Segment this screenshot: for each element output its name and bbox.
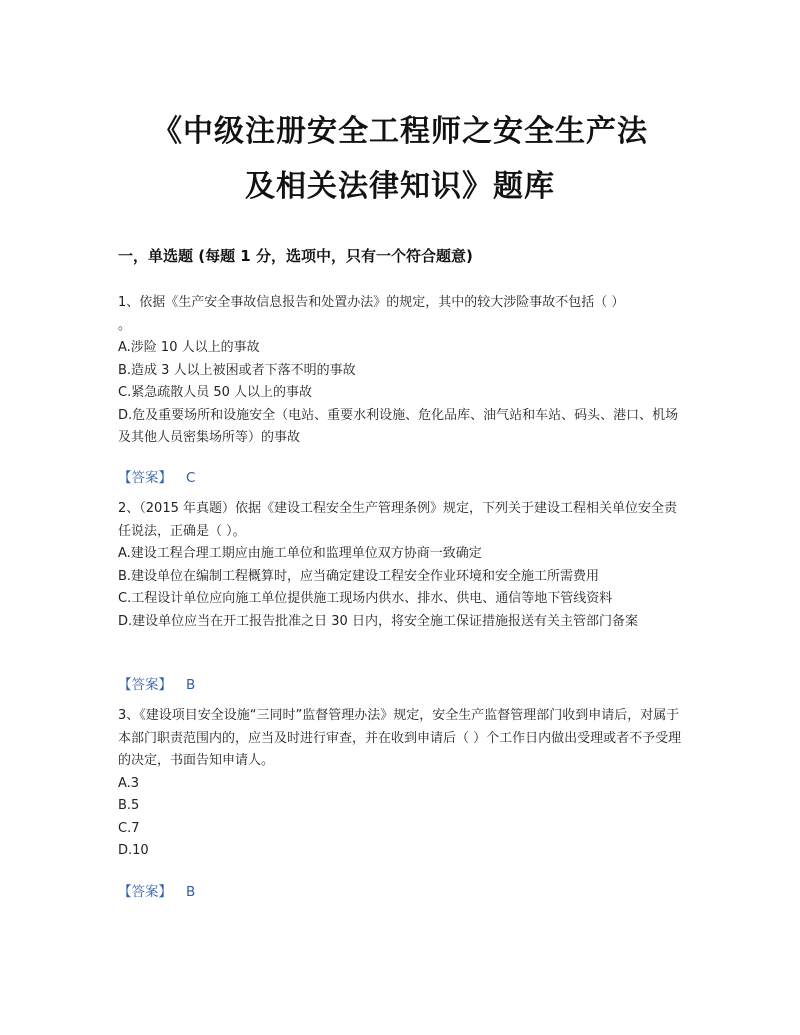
answer-value: B — [186, 884, 196, 900]
question-2-option-d: D.建设单位应当在开工报告批准之日 30 日内，将安全施工保证措施报送有关主管部门备案 — [118, 613, 638, 629]
question-1-option-a: A.涉险 10 人以上的事故 — [118, 340, 260, 355]
answer-value: B — [186, 677, 196, 693]
question-2-stem: 2、（2015 年真题）依据《建设工程安全生产管理条例》规定，下列关于建设工程相关单位安全责任说法，正确是（ ）。 — [118, 501, 677, 539]
question-2-option-b: B.建设单位在编制工程概算时，应当确定建设工程安全作业环境和安全施工所需费用 — [118, 568, 600, 584]
section-heading: 一，单选题 (每题 1 分，选项中，只有一个符合题意) — [118, 247, 473, 265]
question-3-option-d: D.10 — [118, 843, 149, 858]
question-2-option-a: A.建设工程合理工期应由施工单位和监理单位双方协商一致确定 — [118, 546, 482, 561]
answer-value: C — [186, 470, 196, 486]
answer-label: 【答案】 — [118, 470, 172, 486]
question-3-option-a: A.3 — [118, 775, 140, 791]
question-3-stem: 3、《建设项目安全设施“三同时”监督管理办法》规定，安全生产监督管理部门收到申请后，对属于本部门职责范围内的，应当及时进行审查，并在收到申请后（ ）个工作日内做出受理或者不予受理的决定，书面告知申请人。 — [118, 708, 682, 768]
answer-label: 【答案】 — [118, 884, 172, 900]
question-3 — [118, 705, 688, 863]
question-3-option-b: B.5 — [118, 798, 140, 813]
question-1-option-c: C.紧急疏散人员 50 人以上的事故 — [118, 385, 313, 400]
question-2-answer — [118, 673, 195, 693]
question-3-answer — [118, 880, 195, 900]
question-1-option-d: D.危及重要场所和设施安全（电站、重要水利设施、危化品库、油气站和车站、码头、港口、机场及其他人员密集场所等）的事故 — [118, 407, 679, 445]
title-line-2: 及相关法律知识》题库 — [245, 169, 555, 204]
question-1-stem: 1、依据《生产安全事故信息报告和处置办法》的规定，其中的较大涉险事故不包括（ ） — [118, 295, 625, 310]
question-1-stem-end: 。 — [118, 317, 132, 333]
question-3-option-c: C.7 — [118, 820, 140, 836]
question-2 — [118, 498, 688, 633]
title-line-1: 《中级注册安全工程师之安全生产法 — [152, 114, 648, 149]
question-1-answer — [118, 466, 195, 486]
question-1 — [118, 292, 688, 450]
document-title — [100, 104, 700, 214]
question-1-option-b: B.造成 3 人以上被困或者下落不明的事故 — [118, 362, 356, 378]
question-2-option-c: C.工程设计单位应向施工单位提供施工现场内供水、排水、供电、通信等地下管线资料 — [118, 591, 613, 606]
answer-label: 【答案】 — [118, 677, 172, 693]
